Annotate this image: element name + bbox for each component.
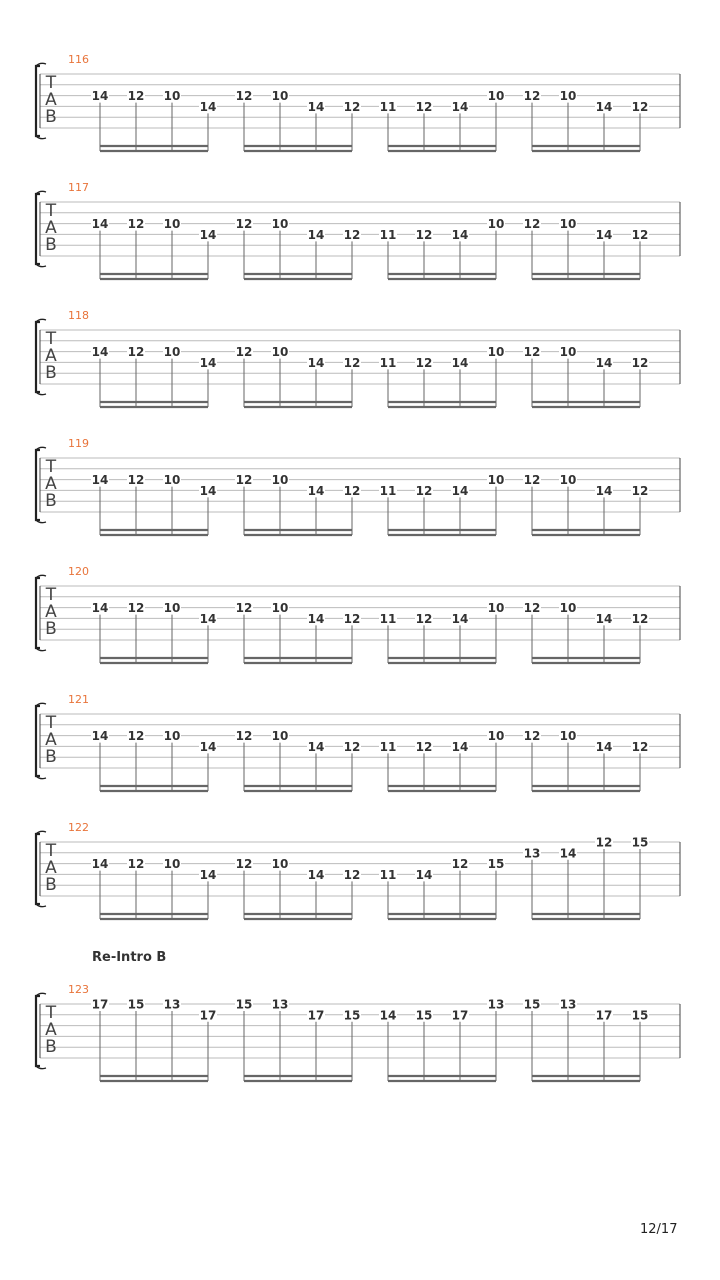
- tab-clef-letter: A: [45, 730, 57, 750]
- fret-number: 14: [307, 483, 325, 498]
- tab-system: [0, 983, 720, 1100]
- fret-number: 13: [559, 997, 577, 1012]
- fret-number: 12: [595, 835, 613, 850]
- fret-number: 10: [559, 345, 577, 360]
- fret-number: 15: [631, 1008, 649, 1023]
- fret-number: 14: [415, 867, 433, 882]
- tab-clef-letter: T: [45, 457, 57, 477]
- page-number: 12/17: [640, 1222, 678, 1237]
- tab-staff: [0, 60, 720, 170]
- tab-staff: [0, 700, 720, 810]
- tab-clef-letter: B: [45, 235, 57, 255]
- fret-number: 12: [343, 739, 361, 754]
- fret-number: 14: [307, 739, 325, 754]
- bracket-bottom-hook: [36, 392, 46, 395]
- fret-number: 12: [127, 729, 145, 744]
- bracket-bottom-hook: [36, 136, 46, 139]
- fret-number: 12: [523, 217, 541, 232]
- system-bracket: [36, 66, 40, 136]
- fret-number: 12: [235, 857, 253, 872]
- fret-number: 17: [199, 1008, 217, 1023]
- system-bracket: [36, 322, 40, 392]
- fret-number: 12: [343, 611, 361, 626]
- fret-number: 14: [307, 355, 325, 370]
- fret-number: 10: [163, 89, 181, 104]
- bracket-top-hook: [36, 447, 46, 450]
- fret-number: 17: [595, 1008, 613, 1023]
- fret-number: 14: [307, 867, 325, 882]
- fret-number: 13: [523, 846, 541, 861]
- fret-number: 12: [631, 227, 649, 242]
- tab-staff: [0, 828, 720, 938]
- fret-number: 14: [595, 355, 613, 370]
- fret-number: 12: [235, 473, 253, 488]
- fret-number: 14: [559, 846, 577, 861]
- tab-clef-letter: T: [45, 201, 57, 221]
- measure-number: 123: [68, 983, 89, 996]
- measure-number: 118: [68, 309, 89, 322]
- tab-clef-letter: B: [45, 875, 57, 895]
- fret-number: 14: [199, 739, 217, 754]
- measure-number: 116: [68, 53, 89, 66]
- fret-number: 10: [271, 729, 289, 744]
- fret-number: 12: [415, 483, 433, 498]
- fret-number: 12: [343, 867, 361, 882]
- fret-number: 14: [595, 99, 613, 114]
- fret-number: 14: [451, 611, 469, 626]
- fret-number: 10: [163, 729, 181, 744]
- fret-number: 14: [91, 857, 109, 872]
- bracket-top-hook: [36, 319, 46, 322]
- fret-number: 14: [595, 611, 613, 626]
- tab-clef-letter: A: [45, 858, 57, 878]
- fret-number: 14: [307, 99, 325, 114]
- fret-number: 12: [235, 729, 253, 744]
- tab-clef-letter: B: [45, 619, 57, 639]
- fret-number: 11: [379, 867, 397, 882]
- fret-number: 11: [379, 227, 397, 242]
- fret-number: 10: [559, 729, 577, 744]
- fret-number: 14: [199, 355, 217, 370]
- fret-number: 14: [307, 611, 325, 626]
- fret-number: 12: [631, 355, 649, 370]
- tab-clef-letter: B: [45, 747, 57, 767]
- tab-clef-letter: T: [45, 713, 57, 733]
- tab-clef-letter: A: [45, 218, 57, 238]
- tab-staff: [0, 444, 720, 554]
- fret-number: 10: [487, 217, 505, 232]
- tab-clef-letter: A: [45, 1020, 57, 1040]
- fret-number: 14: [307, 227, 325, 242]
- fret-number: 17: [451, 1008, 469, 1023]
- fret-number: 15: [415, 1008, 433, 1023]
- system-bracket: [36, 834, 40, 904]
- tab-staff: [0, 316, 720, 426]
- fret-number: 15: [487, 857, 505, 872]
- fret-number: 14: [199, 483, 217, 498]
- bracket-bottom-hook: [36, 264, 46, 267]
- system-bracket: [36, 706, 40, 776]
- fret-number: 10: [487, 345, 505, 360]
- measure-number: 121: [68, 693, 89, 706]
- fret-number: 12: [415, 227, 433, 242]
- tab-clef-letter: A: [45, 90, 57, 110]
- tab-clef-letter: A: [45, 474, 57, 494]
- bracket-bottom-hook: [36, 1066, 46, 1069]
- bracket-top-hook: [36, 703, 46, 706]
- fret-number: 11: [379, 99, 397, 114]
- fret-number: 15: [343, 1008, 361, 1023]
- fret-number: 14: [595, 739, 613, 754]
- fret-number: 15: [631, 835, 649, 850]
- measure-number: 120: [68, 565, 89, 578]
- fret-number: 10: [163, 857, 181, 872]
- fret-number: 12: [451, 857, 469, 872]
- tab-system: [0, 565, 720, 682]
- fret-number: 10: [271, 601, 289, 616]
- tab-clef-letter: A: [45, 346, 57, 366]
- fret-number: 14: [91, 217, 109, 232]
- fret-number: 14: [199, 99, 217, 114]
- fret-number: 12: [343, 483, 361, 498]
- fret-number: 14: [199, 611, 217, 626]
- fret-number: 15: [127, 997, 145, 1012]
- measure-number: 117: [68, 181, 89, 194]
- tab-clef-letter: A: [45, 602, 57, 622]
- tab-staff: [0, 188, 720, 298]
- fret-number: 14: [91, 601, 109, 616]
- fret-number: 14: [451, 99, 469, 114]
- bracket-bottom-hook: [36, 904, 46, 907]
- fret-number: 10: [559, 217, 577, 232]
- fret-number: 14: [451, 483, 469, 498]
- fret-number: 14: [451, 227, 469, 242]
- bracket-top-hook: [36, 831, 46, 834]
- fret-number: 11: [379, 611, 397, 626]
- tab-system: [0, 693, 720, 810]
- fret-number: 14: [451, 739, 469, 754]
- measure-number: 122: [68, 821, 89, 834]
- fret-number: 12: [127, 217, 145, 232]
- fret-number: 11: [379, 355, 397, 370]
- tab-clef-letter: T: [45, 73, 57, 93]
- fret-number: 10: [487, 473, 505, 488]
- fret-number: 10: [271, 473, 289, 488]
- fret-number: 10: [271, 217, 289, 232]
- tab-clef-letter: B: [45, 363, 57, 383]
- fret-number: 12: [343, 227, 361, 242]
- fret-number: 10: [487, 729, 505, 744]
- fret-number: 12: [127, 857, 145, 872]
- fret-number: 12: [343, 355, 361, 370]
- fret-number: 10: [163, 345, 181, 360]
- fret-number: 11: [379, 483, 397, 498]
- fret-number: 12: [343, 99, 361, 114]
- fret-number: 13: [271, 997, 289, 1012]
- fret-number: 14: [91, 89, 109, 104]
- tab-clef-letter: B: [45, 107, 57, 127]
- fret-number: 12: [235, 601, 253, 616]
- fret-number: 12: [523, 601, 541, 616]
- fret-number: 10: [559, 601, 577, 616]
- fret-number: 12: [523, 729, 541, 744]
- bracket-top-hook: [36, 993, 46, 996]
- fret-number: 12: [127, 345, 145, 360]
- fret-number: 12: [631, 611, 649, 626]
- fret-number: 12: [415, 355, 433, 370]
- tab-clef-letter: T: [45, 1003, 57, 1023]
- tab-clef-letter: T: [45, 585, 57, 605]
- tab-system: [0, 437, 720, 554]
- fret-number: 10: [163, 473, 181, 488]
- tab-clef-letter: B: [45, 1037, 57, 1057]
- fret-number: 11: [379, 739, 397, 754]
- fret-number: 15: [523, 997, 541, 1012]
- fret-number: 10: [559, 473, 577, 488]
- tab-system: [0, 181, 720, 298]
- bracket-top-hook: [36, 191, 46, 194]
- fret-number: 10: [271, 89, 289, 104]
- fret-number: 10: [487, 89, 505, 104]
- fret-number: 14: [379, 1008, 397, 1023]
- bracket-bottom-hook: [36, 776, 46, 779]
- fret-number: 10: [271, 345, 289, 360]
- fret-number: 12: [235, 89, 253, 104]
- fret-number: 13: [163, 997, 181, 1012]
- system-bracket: [36, 578, 40, 648]
- fret-number: 14: [91, 473, 109, 488]
- fret-number: 15: [235, 997, 253, 1012]
- fret-number: 10: [559, 89, 577, 104]
- system-bracket: [36, 194, 40, 264]
- measure-number: 119: [68, 437, 89, 450]
- section-label: Re-Intro B: [92, 950, 167, 965]
- fret-number: 10: [487, 601, 505, 616]
- fret-number: 14: [91, 729, 109, 744]
- tab-staff: [0, 990, 720, 1100]
- fret-number: 12: [127, 601, 145, 616]
- system-bracket: [36, 450, 40, 520]
- fret-number: 14: [595, 227, 613, 242]
- tab-clef-letter: T: [45, 841, 57, 861]
- fret-number: 12: [235, 345, 253, 360]
- bracket-bottom-hook: [36, 520, 46, 523]
- fret-number: 12: [415, 99, 433, 114]
- tab-system: [0, 821, 720, 938]
- tab-system: [0, 309, 720, 426]
- bracket-bottom-hook: [36, 648, 46, 651]
- tab-clef-letter: B: [45, 491, 57, 511]
- fret-number: 10: [271, 857, 289, 872]
- fret-number: 13: [487, 997, 505, 1012]
- system-bracket: [36, 996, 40, 1066]
- bracket-top-hook: [36, 63, 46, 66]
- fret-number: 12: [235, 217, 253, 232]
- fret-number: 10: [163, 601, 181, 616]
- fret-number: 12: [631, 739, 649, 754]
- fret-number: 17: [91, 997, 109, 1012]
- fret-number: 12: [127, 89, 145, 104]
- fret-number: 12: [127, 473, 145, 488]
- tab-system: [0, 53, 720, 170]
- tab-staff: [0, 572, 720, 682]
- fret-number: 12: [631, 99, 649, 114]
- fret-number: 12: [523, 345, 541, 360]
- fret-number: 17: [307, 1008, 325, 1023]
- fret-number: 12: [415, 611, 433, 626]
- fret-number: 10: [163, 217, 181, 232]
- fret-number: 14: [199, 867, 217, 882]
- fret-number: 12: [523, 473, 541, 488]
- bracket-top-hook: [36, 575, 46, 578]
- fret-number: 12: [631, 483, 649, 498]
- fret-number: 14: [91, 345, 109, 360]
- fret-number: 14: [451, 355, 469, 370]
- fret-number: 14: [199, 227, 217, 242]
- fret-number: 12: [523, 89, 541, 104]
- fret-number: 12: [415, 739, 433, 754]
- fret-number: 14: [595, 483, 613, 498]
- tab-clef-letter: T: [45, 329, 57, 349]
